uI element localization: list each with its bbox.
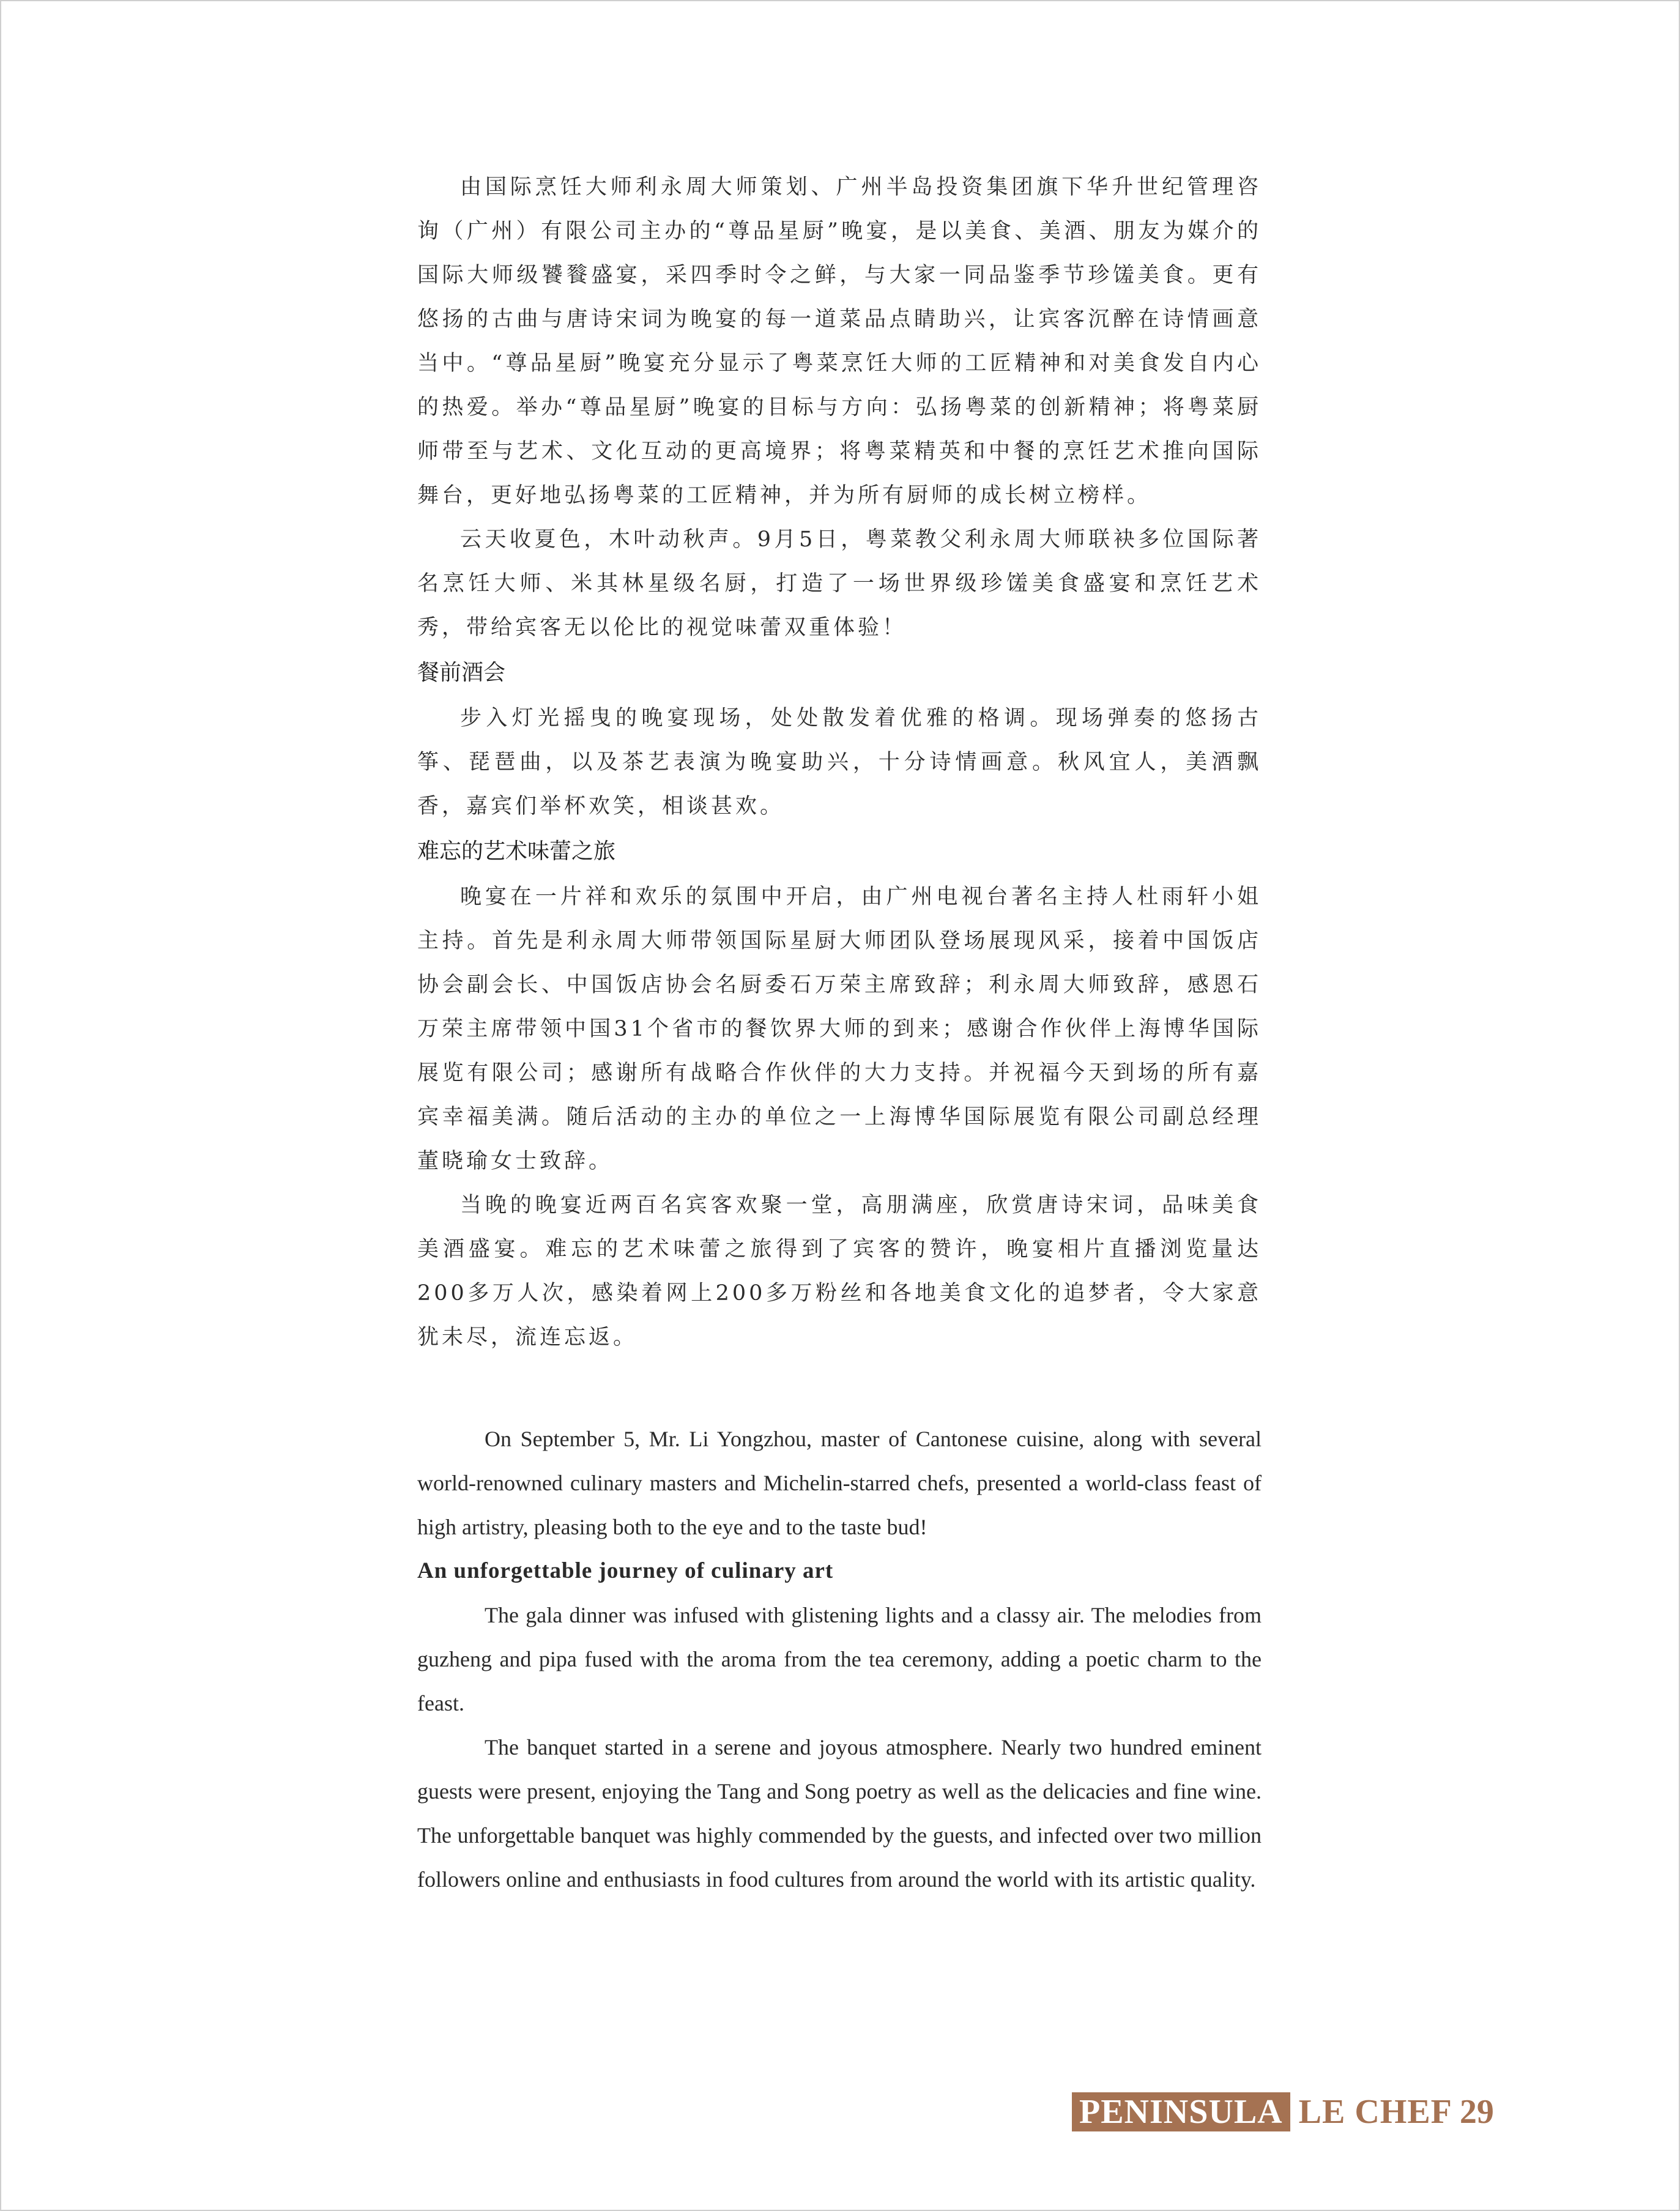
- en-paragraph-banquet: The banquet started in a serene and joyous atmosphere. Nearly two hundred eminent guests were present, enjoying the Tang and Song poetry as well as the delicacies and fine wine. The unforgettable banquet was highly commended by the guests, and infected over two million followers online and enthusiasts in food cultures from around the world with its artistic quality.: [417, 1735, 1262, 1892]
- en-heading-journey: An unforgettable journey of culinary art: [417, 1558, 834, 1583]
- zh-paragraph-event-date: 云天收夏色，木叶动秋声。9月5日，粤菜教父利永周大师联袂多位国际著名烹饪大师、米其林星级名厨，打造了一场世界级珍馐美食盛宴和烹饪艺术秀，带给宾客无以伦比的视觉味蕾双重体验！: [417, 527, 1262, 640]
- english-section: [417, 1417, 1262, 1901]
- en-paragraph-gala: The gala dinner was infused with glistening lights and a classy air. The melodies from guzheng and pipa fused with the aroma from the tea ceremony, adding a poetic charm to the feast.: [417, 1603, 1262, 1715]
- brand-name-rest: LE CHEF: [1298, 2093, 1452, 2131]
- chinese-section: [417, 165, 1262, 1359]
- brand-name-box: PENINSULA: [1072, 2092, 1290, 2131]
- article-body: [417, 165, 1262, 1901]
- zh-paragraph-intro: 由国际烹饪大师利永周大师策划、广州半岛投资集团旗下华升世纪管理咨询（广州）有限公司主办的“尊品星厨”晚宴，是以美食、美酒、朋友为媒介的国际大师级饕餮盛宴，采四季时令之鲜，与大家一同品鉴季节珍馐美食。更有悠扬的古曲与唐诗宋词为晚宴的每一道菜品点睛助兴，让宾客沉醉在诗情画意当中。“尊品星厨”晚宴充分显示了粤菜烹饪大师的工匠精神和对美食发自内心的热爱。举办“尊品星厨”晚宴的目标与方向：弘扬粤菜的创新精神；将粤菜厨师带至与艺术、文化互动的更高境界；将粤菜精英和中餐的烹饪艺术推向国际舞台，更好地弘扬粤菜的工匠精神，并为所有厨师的成长树立榜样。: [417, 175, 1262, 508]
- zh-paragraph-ceremony: 晚宴在一片祥和欢乐的氛围中开启，由广州电视台著名主持人杜雨轩小姐主持。首先是利永周大师带领国际星厨大师团队登场展现风采，接着中国饭店协会副会长、中国饭店协会名厨委石万荣主席致辞；利永周大师致辞，感恩石万荣主席带领中国31个省市的餐饮界大师的到来；感谢合作伙伴上海博华国际展览有限公司；感谢所有战略合作伙伴的大力支持。并祝福今天到场的所有嘉宾幸福美满。随后活动的主办的单位之一上海博华国际展览有限公司副总经理董晓瑜女士致辞。: [417, 885, 1262, 1173]
- page-footer: [1072, 2092, 1494, 2131]
- zh-paragraph-banquet: 当晚的晚宴近两百名宾客欢聚一堂，高朋满座，欣赏唐诗宋词，品味美食美酒盛宴。难忘的艺术味蕾之旅得到了宾客的赞许，晚宴相片直播浏览量达200多万人次，感染着网上200多万粉丝和各地美食文化的追梦者，令大家意犹未尽，流连忘返。: [417, 1193, 1262, 1350]
- page-number: 29: [1459, 2093, 1494, 2131]
- en-paragraph-event: On September 5, Mr. Li Yongzhou, master of Cantonese cuisine, along with several world-renowned culinary masters and Michelin-starred chefs, presented a world-class feast of high artistry, pleasing both to the eye and to the taste bud!: [417, 1427, 1262, 1539]
- zh-heading-cocktail: 餐前酒会: [417, 660, 506, 685]
- zh-paragraph-cocktail: 步入灯光摇曳的晚宴现场，处处散发着优雅的格调。现场弹奏的悠扬古筝、琵琶曲，以及茶艺表演为晚宴助兴，十分诗情画意。秋风宜人，美酒飘香，嘉宾们举杯欢笑，相谈甚欢。: [417, 706, 1262, 819]
- zh-heading-journey: 难忘的艺术味蕾之旅: [417, 839, 616, 864]
